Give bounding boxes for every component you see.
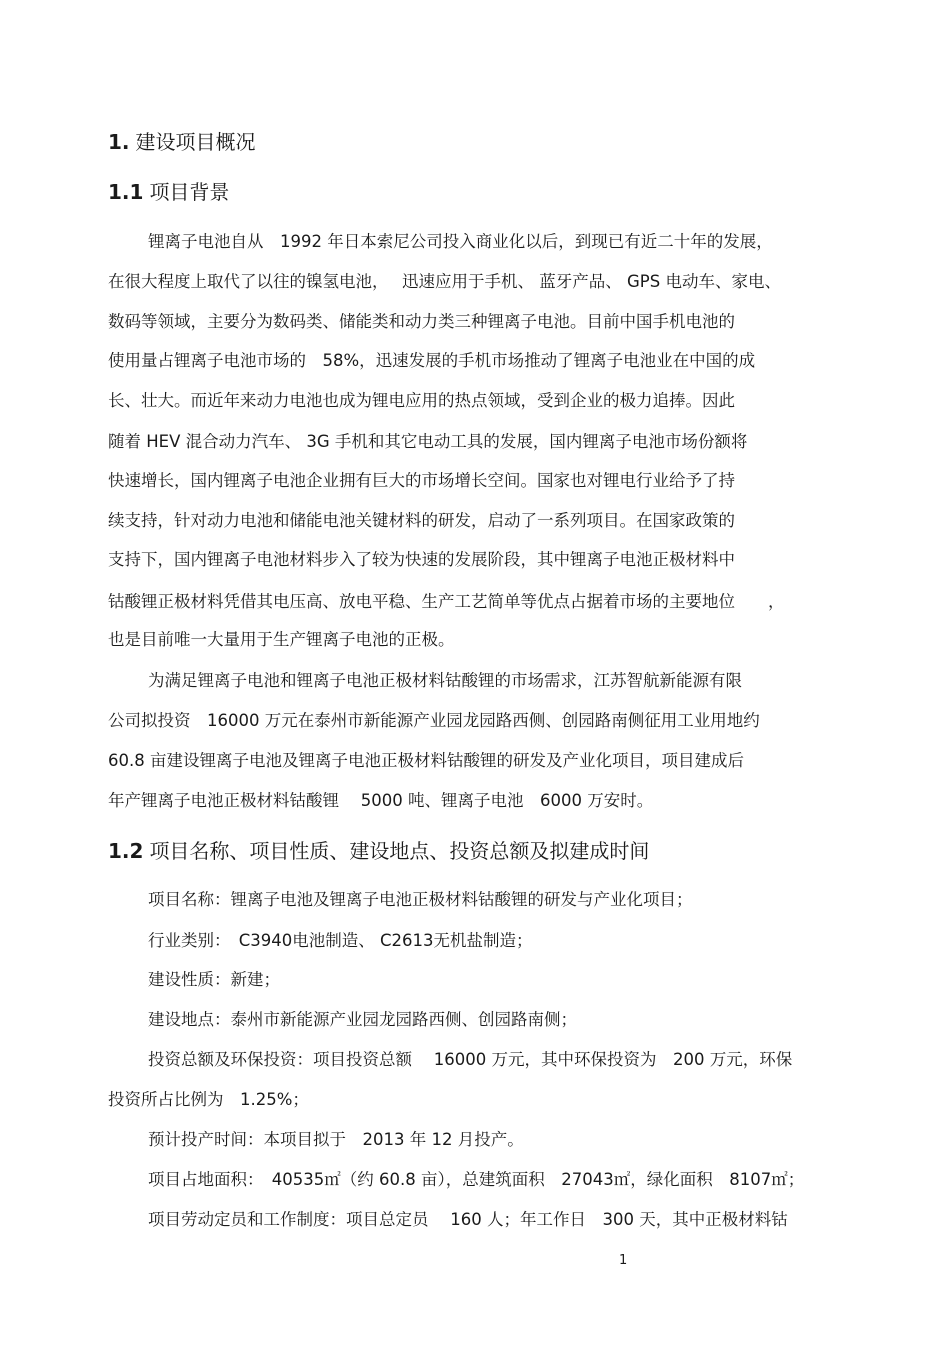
section-title: 建设项目概况 — [135, 130, 256, 154]
paragraph-line: 钴酸锂正极材料凭借其电压高、放电平稳、生产工艺简单等优点占据着市场的主要地位 ， — [108, 592, 785, 611]
info-line: 项目占地面积： 40535㎡（约 60.8 亩），总建筑面积 27043㎡，绿化面积 8107㎡； — [148, 1170, 805, 1189]
paragraph-line: 支持下，国内锂离子电池材料步入了较为快速的发展阶段，其中锂离子电池正极材料中 — [108, 550, 735, 569]
section-heading-1-2 — [108, 837, 649, 865]
paragraph-line: 快速增长，国内锂离子电池企业拥有巨大的市场增长空间。国家也对锂电行业给予了持 — [108, 471, 735, 490]
info-line: 建设地点：泰州市新能源产业园龙园路西侧、创园路南侧； — [148, 1010, 577, 1029]
section-heading-1 — [108, 128, 256, 156]
paragraph-line: 数码等领域，主要分为数码类、储能类和动力类三种锂离子电池。目前中国手机电池的 — [108, 312, 735, 331]
paragraph-line: 随着 HEV 混合动力汽车、 3G 手机和其它电动工具的发展，国内锂离子电池市场份额将 — [108, 432, 748, 451]
paragraph-line: 公司拟投资 16000 万元在泰州市新能源产业园龙园路西侧、创园路南侧征用工业用地约 — [108, 711, 760, 730]
paragraph-line: 也是目前唯一大量用于生产锂离子电池的正极。 — [108, 630, 455, 649]
info-line: 建设性质：新建； — [148, 970, 280, 989]
section-heading-1-1 — [108, 178, 229, 206]
info-line: 项目名称：锂离子电池及锂离子电池正极材料钴酸锂的研发与产业化项目； — [148, 890, 693, 909]
section-number: 1. — [108, 130, 130, 154]
section-number: 1.1 — [108, 180, 144, 204]
paragraph-line: 使用量占锂离子电池市场的 58%，迅速发展的手机市场推动了锂离子电池业在中国的成 — [108, 351, 756, 370]
paragraph-line: 在很大程度上取代了以往的镍氢电池， 迅速应用于手机、 蓝牙产品、 GPS 电动车、家电、 — [108, 272, 781, 291]
info-line: 行业类别： C3940电池制造、 C2613无机盐制造； — [148, 931, 533, 950]
paragraph-line: 续支持，针对动力电池和储能电池关键材料的研发，启动了一系列项目。在国家政策的 — [108, 511, 735, 530]
info-line: 项目劳动定员和工作制度：项目总定员 160 人；年工作日 300 天，其中正极材料钴 — [148, 1210, 788, 1229]
paragraph-line: 长、壮大。而近年来动力电池也成为锂电应用的热点领域，受到企业的极力追捧。因此 — [108, 391, 735, 410]
paragraph-line: 年产锂离子电池正极材料钴酸锂 5000 吨、锂离子电池 6000 万安时。 — [108, 791, 654, 810]
paragraph-line: 为满足锂离子电池和锂离子电池正极材料钴酸锂的市场需求，江苏智航新能源有限 — [148, 671, 742, 690]
info-line: 投资总额及环保投资：项目投资总额 16000 万元，其中环保投资为 200 万元，环保 — [148, 1050, 793, 1069]
section-title: 项目名称、项目性质、建设地点、投资总额及拟建成时间 — [149, 839, 650, 863]
paragraph-line: 60.8 亩建设锂离子电池及锂离子电池正极材料钴酸锂的研发及产业化项目，项目建成后 — [108, 751, 744, 770]
info-line: 投资所占比例为 1.25%； — [108, 1090, 309, 1109]
paragraph-line: 锂离子电池自从 1992 年日本索尼公司投入商业化以后，到现已有近二十年的发展， — [148, 232, 773, 251]
section-title: 项目背景 — [149, 180, 230, 204]
info-line: 预计投产时间：本项目拟于 2013 年 12 月投产。 — [148, 1130, 524, 1149]
section-number: 1.2 — [108, 839, 144, 863]
page-number: 1 — [619, 1253, 628, 1268]
